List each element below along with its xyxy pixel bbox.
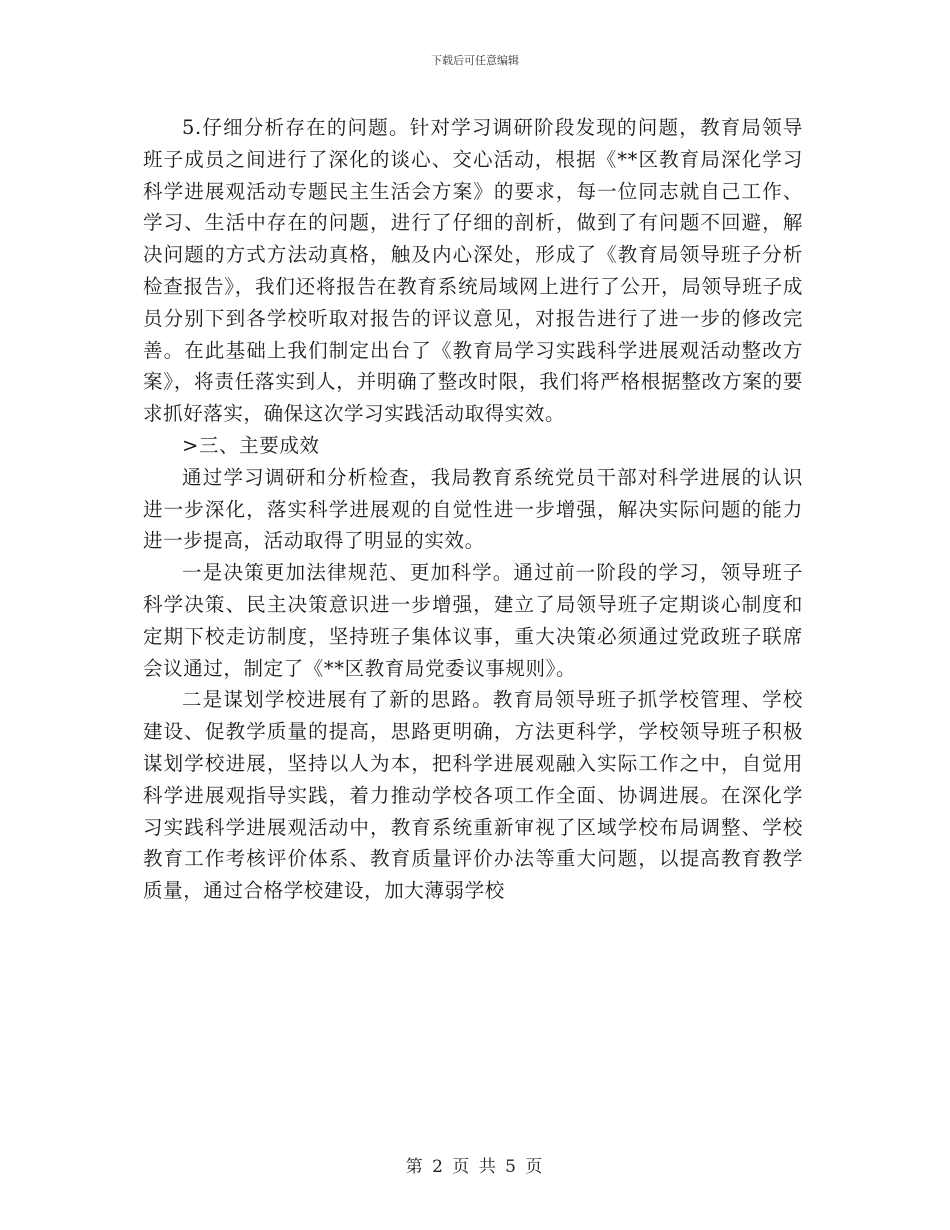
document-body — [143, 112, 803, 907]
paragraph-school-planning: 二是谋划学校进展有了新的思路。教育局领导班子抓学校管理、学校建设、促教学质量的提高，思路更明确，方法更科学，学校领导班子积极谋划学校进展，坚持以人为本，把科学进展观融入实际工作之中，自觉用科学进展观指导实践，着力推动学校各项工作全面、协调进展。在深化学习实践科学进展观活动中，教育系统重新审视了区域学校布局调整、学校教育工作考核评价体系、教育质量评价办法等重大问题，以提高教育教学质量，通过合格学校建设，加大薄弱学校 — [143, 688, 803, 903]
header-note: 下载后可任意编辑 — [431, 54, 519, 67]
section-heading-results: >三、主要成效 — [182, 433, 320, 457]
paragraph-results-summary: 通过学习调研和分析检查，我局教育系统党员干部对科学进展的认识进一步深化，落实科学进展观的自觉性进一步增强，解决实际问题的能力进一步提高，活动取得了明显的实效。 — [143, 465, 803, 553]
paragraph-decision-making: 一是决策更加法律规范、更加科学。通过前一阶段的学习，领导班子科学决策、民主决策意识进一步增强，建立了局领导班子定期谈心制度和定期下校走访制度，坚持班子集体议事，重大决策必须通过党政班子联席会议通过，制定了《**区教育局党委议事规则》。 — [143, 561, 803, 680]
page-number: 第 2 页 共 5 页 — [405, 1157, 545, 1177]
paragraph-analysis: 5.仔细分析存在的问题。针对学习调研阶段发现的问题，教育局领导班子成员之间进行了深化的谈心、交心活动，根据《**区教育局深化学习科学进展观活动专题民主生活会方案》的要求，每一位同志就自己工作、学习、生活中存在的问题，进行了仔细的剖析，做到了有问题不回避，解决问题的方式方法动真格，触及内心深处，形成了《教育局领导班子分析检查报告》，我们还将报告在教育系统局域网上进行了公开，局领导班子成员分别下到各学校听取对报告的评议意见，对报告进行了进一步的修改完善。在此基础上我们制定出台了《教育局学习实践科学进展观活动整改方案》，将责任落实到人，并明确了整改时限，我们将严格根据整改方案的要求抓好落实，确保这次学习实践活动取得实效。 — [143, 116, 803, 426]
